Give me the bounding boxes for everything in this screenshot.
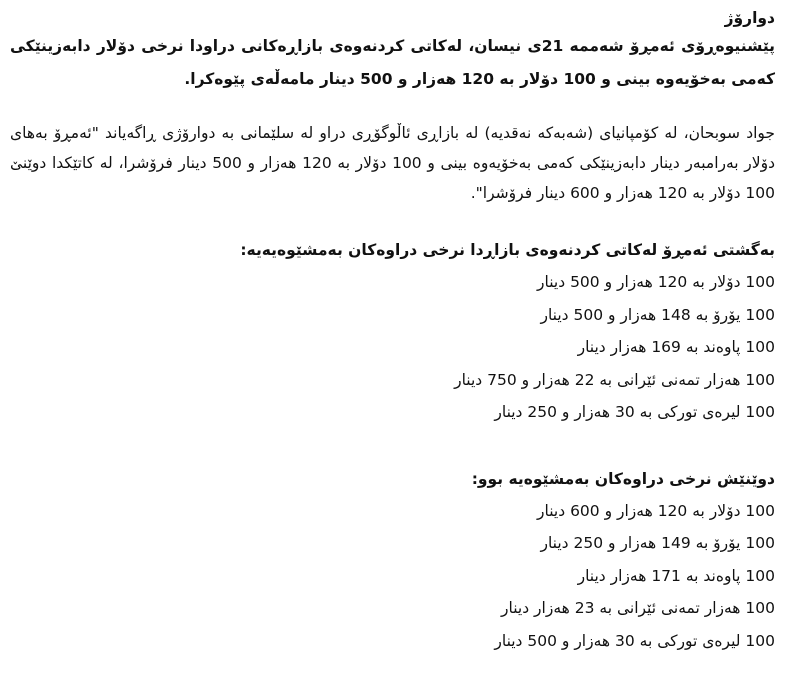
rate-item: 100 یۆرۆ بە 149 هەزار و 250 دینار — [540, 534, 775, 552]
rate-item: 100 پاوەند بە 169 هەزار دینار — [577, 338, 775, 356]
yesterday-rates-list — [10, 495, 775, 658]
rate-item: 100 لیرەی تورکی بە 30 هەزار و 500 دینار — [494, 631, 775, 650]
article-lead: پێشنیوەڕۆی ئەمڕۆ شەممە 21ی نیسان، لەکاتی کردنەوەی بازاڕەکانی دراودا نرخی دۆلار دابەزینێکی کەمی بەخۆیەوە بینی و 100 دۆلار بە 120 هەزار و 500 دینار مامەڵەی پێوەکرا. — [10, 37, 775, 88]
article-paragraph: جواد سوبحان، لە کۆمپانیای (شەبەکە نەقدیە) لە بازاڕی ئاڵوگۆڕی دراو لە سلێمانی بە دوارۆژی ڕاگەیاند "ئەمڕۆ بەهای دۆلار بەرامبەر دینار دابەزینێکی کەمی بەخۆیەوە بینی و 100 دۆلار بە 120 هەزار و 500 دینار فرۆشرا، لە کاتێکدا دوێنێ 100 دۆلار بە 120 هەزار و 600 دینار فرۆشرا". — [10, 124, 775, 202]
rate-item: 100 دۆلار بە 120 هەزار و 500 دینار — [537, 273, 775, 291]
today-rates-heading: بەگشتی ئەمڕۆ لەکاتی کردنەوەی بازاڕدا نرخی دراوەکان بەمشێوەیەیە: — [240, 241, 775, 259]
rate-item: 100 یۆرۆ بە 148 هەزار و 500 دینار — [540, 305, 775, 324]
yesterday-rates-heading: دوێنێش نرخی دراوەکان بەمشێوەیە بوو: — [471, 469, 775, 488]
article-title: دوارۆژ — [724, 9, 775, 27]
today-rates-list — [10, 266, 775, 429]
rate-item: 100 دۆلار بە 120 هەزار و 600 دینار — [537, 501, 775, 520]
rate-item: 100 پاوەند بە 171 هەزار دینار — [577, 566, 775, 585]
rate-item: 100 هەزار تمەنی ئێرانی بە 22 هەزار و 750 دینار — [454, 370, 775, 389]
rate-item: 100 لیرەی تورکی بە 30 هەزار و 250 دینار — [494, 403, 775, 421]
rate-item: 100 هەزار تمەنی ئێرانی بە 23 هەزار دینار — [501, 599, 775, 617]
